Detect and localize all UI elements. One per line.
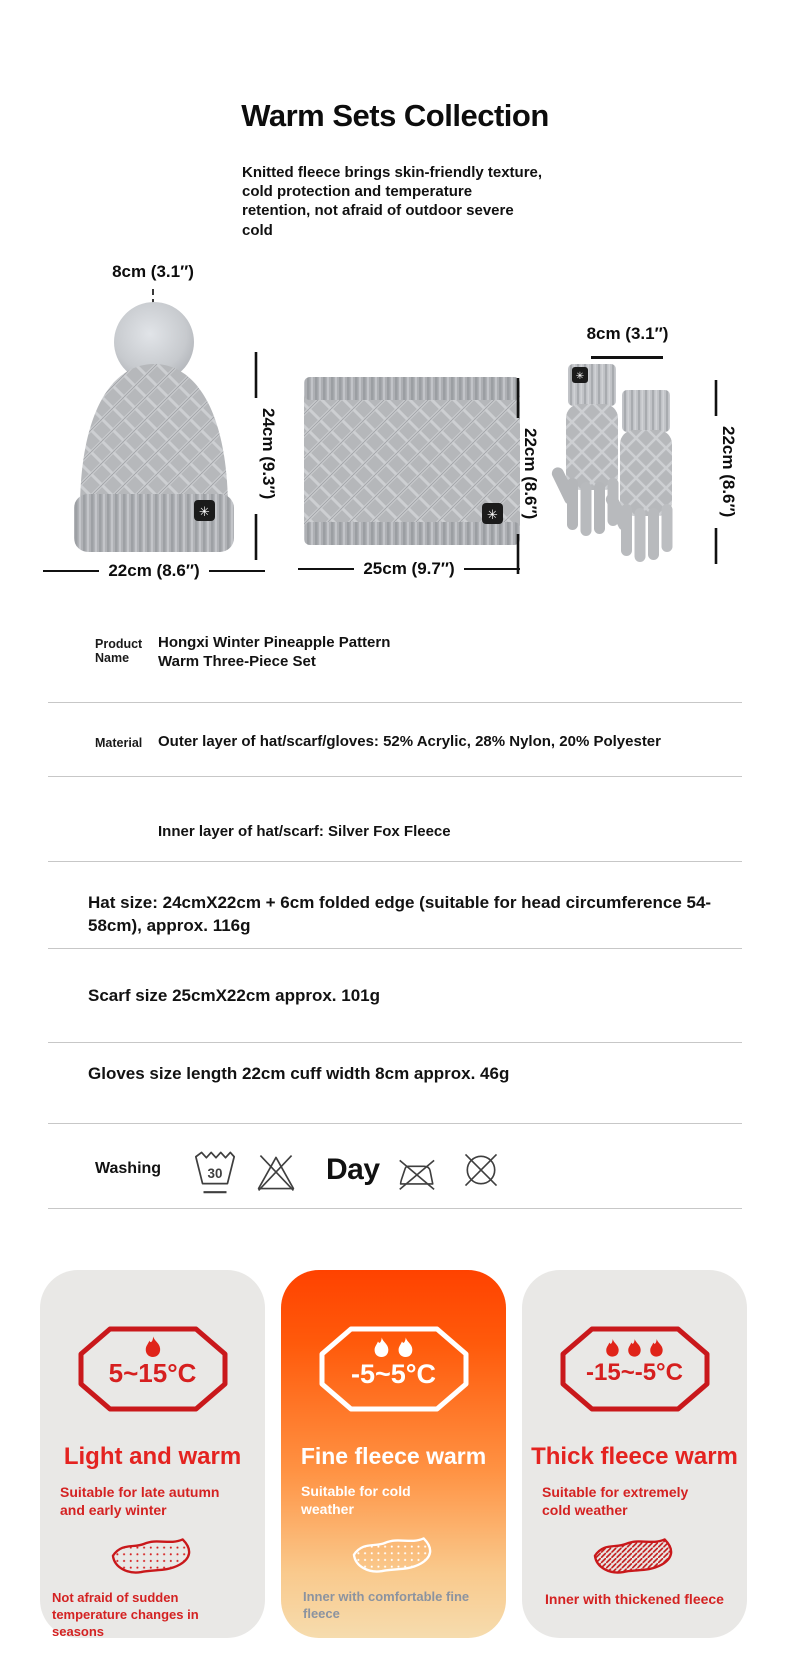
flame-icons [371, 1335, 416, 1359]
temp-badge [559, 1325, 711, 1413]
gloves-cuff-measure-label: 8cm (3.1″) [586, 324, 669, 343]
glove-back [550, 364, 619, 536]
divider [48, 948, 742, 949]
svg-text:30: 30 [207, 1165, 223, 1181]
spec-value-gloves-size: Gloves size length 22cm cuff width 8cm approx. 46g [88, 1064, 510, 1083]
temp-badge [318, 1325, 470, 1413]
divider [48, 1042, 742, 1043]
hat-width-label: 22cm (8.6″) [108, 561, 200, 580]
card-note: Not afraid of sudden temperature changes in seasons [52, 1590, 199, 1639]
warmth-card-light [40, 1270, 265, 1638]
temp-range-label: 5~15°C [108, 1358, 197, 1388]
flame-icon [142, 1335, 164, 1359]
spec-value-material: Outer layer of hat/scarf/gloves: 52% Acrylic, 28% Nylon, 20% Polyester [158, 733, 661, 750]
scarf-width-measure [295, 559, 523, 579]
hat-width-measure [44, 561, 264, 581]
svg-text:22cm (8.6″): 22cm (8.6″) [521, 428, 540, 520]
card-title: Fine fleece warm [300, 1443, 487, 1469]
spec-label-product-name: Product Name [95, 637, 143, 666]
do-not-bleach-icon [254, 1151, 298, 1195]
fleece-icon [579, 1532, 691, 1578]
page-subtitle: Knitted fleece brings skin-friendly texture, cold protection and temperature retention, not afraid of outdoor severe cold [242, 164, 543, 239]
divider [48, 1208, 742, 1209]
flame-icon [371, 1336, 392, 1359]
scarf-width-label: 25cm (9.7″) [363, 559, 455, 578]
scarf-height-measure [502, 378, 540, 578]
warmth-cards [40, 1270, 747, 1638]
warmth-card-fine [281, 1270, 506, 1638]
flame-icon [603, 1337, 622, 1359]
svg-text:22cm (8.6″): 22cm (8.6″) [719, 426, 738, 518]
card-subtitle: Suitable for extremely cold weather [542, 1484, 689, 1518]
hat-height-measure [240, 352, 278, 564]
divider [48, 776, 742, 777]
warmth-card-thick [522, 1270, 747, 1638]
flame-icon [625, 1337, 644, 1359]
scarf-image [298, 365, 526, 557]
flame-icons [603, 1335, 666, 1359]
brand-tag-icon [194, 500, 215, 521]
fleece-icon [97, 1532, 209, 1578]
brand-tag-icon [572, 367, 588, 383]
flame-icon [647, 1337, 666, 1359]
card-note: Inner with comfortable fine fleece [303, 1589, 470, 1621]
washing-label: Washing [95, 1160, 162, 1177]
washing-day-label: Day [326, 1153, 380, 1186]
wash-30-icon [192, 1149, 238, 1199]
flame-icons [142, 1335, 164, 1359]
divider [48, 1123, 742, 1124]
flame-icon [395, 1336, 416, 1359]
do-not-dry-clean-icon [460, 1149, 502, 1191]
product-figure [0, 0, 790, 600]
svg-text:✳: ✳ [487, 507, 498, 522]
card-note: Inner with thickened fleece [545, 1591, 724, 1607]
temp-range-label: -5~5°C [350, 1359, 437, 1389]
page-title: Warm Sets Collection [241, 98, 549, 133]
divider [48, 702, 742, 703]
spec-value-product-name: Hongxi Winter Pineapple Pattern Warm Three-Piece Set [158, 634, 391, 670]
gloves-cuff-measure-line [591, 356, 663, 359]
beanie-hat-image [58, 298, 250, 558]
temp-badge [77, 1325, 229, 1413]
gloves-image [562, 362, 714, 568]
hat-pom-measure-label: 8cm (3.1″) [112, 262, 194, 281]
spec-label-material: Material [95, 736, 143, 750]
divider [48, 861, 742, 862]
gloves-length-measure [700, 380, 738, 566]
fleece-icon [338, 1531, 450, 1577]
card-title: Light and warm [63, 1443, 242, 1470]
spec-value-scarf-size: Scarf size 25cmX22cm approx. 101g [88, 986, 380, 1005]
temp-range-label: -15~-5°C [586, 1359, 683, 1386]
spec-value-inner-layer: Inner layer of hat/scarf: Silver Fox Fleece [158, 823, 451, 840]
spec-value-hat-size: Hat size: 24cmX22cm + 6cm folded edge (suitable for head circumference 54-58cm), approx. 116g [88, 893, 712, 935]
svg-text:✳: ✳ [199, 504, 210, 519]
svg-text:24cm (9.3″): 24cm (9.3″) [259, 408, 278, 500]
card-title: Thick fleece warm [531, 1443, 738, 1470]
svg-text:✳: ✳ [575, 371, 585, 382]
do-not-iron-icon [394, 1155, 438, 1193]
card-subtitle: Suitable for late autumn and early winter [60, 1484, 220, 1518]
brand-tag-icon [482, 503, 503, 524]
card-subtitle: Suitable for cold weather [301, 1483, 411, 1517]
